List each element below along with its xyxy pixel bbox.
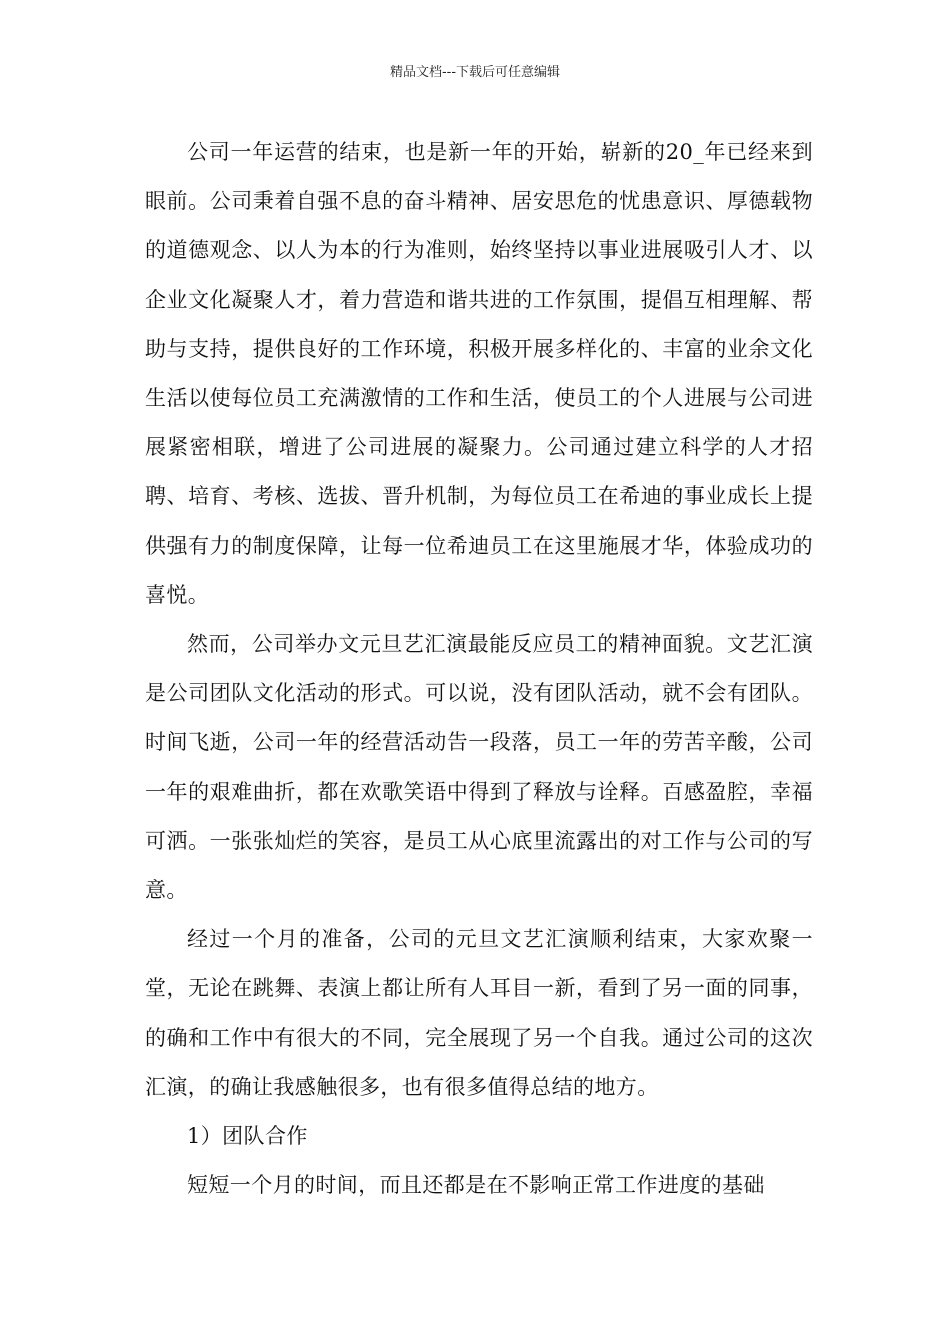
paragraph-3: 经过一个月的准备，公司的元旦文艺汇演顺利结束，大家欢聚一堂，无论在跳舞、表演上都让所有人耳目一新，看到了另一面的同事，的确和工作中有很大的不同，完全展现了另一个自我。通过公司的这次汇演，的确让我感触很多，也有很多值得总结的地方。 [145, 927, 813, 1099]
document-body [145, 128, 813, 1210]
paragraph-5: 短短一个月的时间，而且还都是在不影响正常工作进度的基础 [187, 1173, 765, 1198]
page-header: 精品文档---下载后可任意编辑 [389, 65, 561, 80]
paragraph-1: 公司一年运营的结束，也是新一年的开始，崭新的20_年已经来到眼前。公司秉着自强不息的奋斗精神、居安思危的忧患意识、厚德载物的道德观念、以人为本的行为准则，始终坚持以事业进展吸引人才、以企业文化凝聚人才，着力营造和谐共进的工作氛围，提倡互相理解、帮助与支持，提供良好的工作环境，积极开展多样化的、丰富的业余文化生活以使每位员工充满激情的工作和生活，使员工的个人进展与公司进展紧密相联，增进了公司进展的凝聚力。公司通过建立科学的人才招聘、培育、考核、选拔、晋升机制，为每位员工在希迪的事业成长上提供强有力的制度保障，让每一位希迪员工在这里施展才华，体验成功的喜悦。 [145, 140, 813, 607]
section-heading-team-cooperation: 1）团队合作 [187, 1124, 308, 1149]
paragraph-2: 然而，公司举办文元旦艺汇演最能反应员工的精神面貌。文艺汇演是公司团队文化活动的形式。可以说，没有团队活动，就不会有团队。时间飞逝，公司一年的经营活动告一段落，员工一年的劳苦辛酸，公司一年的艰难曲折，都在欢歌笑语中得到了释放与诠释。百感盈腔，幸福可洒。一张张灿烂的笑容，是员工从心底里流露出的对工作与公司的写意。 [145, 632, 813, 903]
